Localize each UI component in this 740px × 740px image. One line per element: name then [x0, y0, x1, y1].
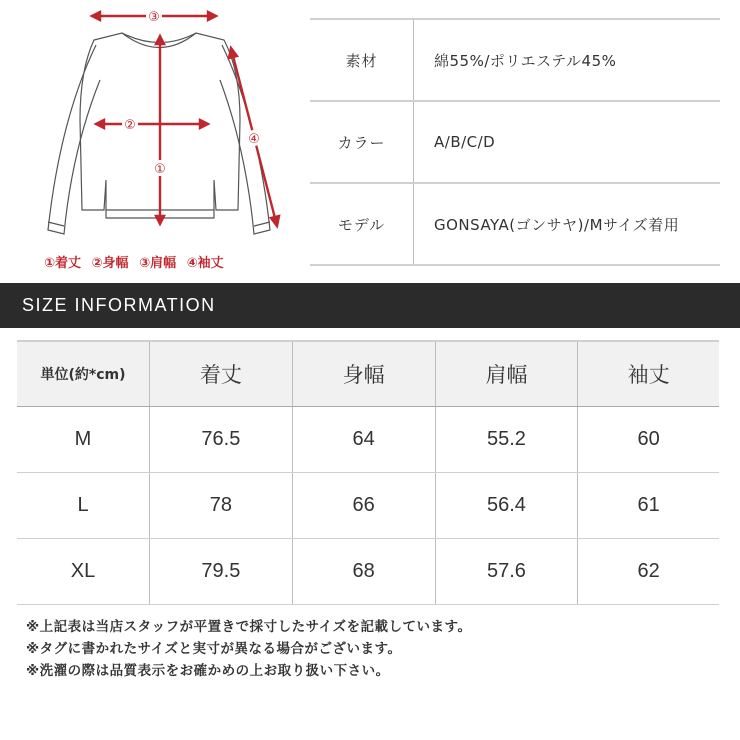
size-label: XL: [17, 539, 150, 605]
header-sleeve: 袖丈: [578, 341, 719, 407]
header-length: 着丈: [150, 341, 293, 407]
size-label: M: [17, 407, 150, 473]
legend-item-length: ①着丈: [44, 256, 82, 271]
spec-row-material: [310, 19, 720, 101]
size-information-banner: SIZE INFORMATION: [0, 283, 740, 328]
table-row: [17, 407, 719, 473]
spec-value: 綿55%/ポリエステル45%: [434, 51, 617, 70]
table-cell: 78: [150, 473, 293, 539]
spec-row-model: [310, 183, 720, 265]
size-label: L: [17, 473, 150, 539]
note-line: ※タグに書かれたサイズと実寸が異なる場合がございます。: [26, 641, 402, 657]
notes: [26, 616, 471, 682]
table-cell: 62: [578, 539, 719, 605]
table-cell: 64: [292, 407, 435, 473]
table-cell: 56.4: [435, 473, 578, 539]
header-shoulder: 肩幅: [435, 341, 578, 407]
marker-shoulder: ③: [148, 10, 160, 25]
header-unit: 単位(約*cm): [17, 341, 150, 407]
table-cell: 55.2: [435, 407, 578, 473]
header-width: 身幅: [292, 341, 435, 407]
table-cell: 68: [292, 539, 435, 605]
note-line: ※洗濯の際は品質表示をお確かめの上お取り扱い下さい。: [26, 663, 390, 679]
spec-key: モデル: [310, 183, 414, 265]
measurement-legend: [44, 252, 294, 271]
garment-diagram: [0, 0, 300, 280]
spec-key: カラー: [310, 101, 414, 183]
table-cell: 76.5: [150, 407, 293, 473]
table-cell: 60: [578, 407, 719, 473]
table-row: [17, 539, 719, 605]
marker-length: ①: [154, 162, 166, 177]
table-cell: 79.5: [150, 539, 293, 605]
note-line: ※上記表は当店スタッフが平置きで採寸したサイズを記載しています。: [26, 619, 472, 635]
size-table: [17, 340, 719, 605]
spec-row-color: [310, 101, 720, 183]
legend-item-shoulder: ③肩幅: [139, 256, 177, 271]
table-cell: 66: [292, 473, 435, 539]
table-cell: 57.6: [435, 539, 578, 605]
table-row: [17, 473, 719, 539]
legend-item-width: ②身幅: [91, 256, 129, 271]
spec-table: [310, 18, 720, 266]
legend-item-sleeve: ④袖丈: [186, 256, 224, 271]
spec-value: GONSAYA(ゴンサヤ)/Mサイズ着用: [434, 215, 680, 234]
marker-width: ②: [124, 118, 136, 133]
table-cell: 61: [578, 473, 719, 539]
spec-value: A/B/C/D: [434, 133, 496, 151]
spec-key: 素材: [310, 19, 414, 101]
marker-sleeve: ④: [248, 132, 260, 147]
size-table-header: [17, 341, 719, 407]
